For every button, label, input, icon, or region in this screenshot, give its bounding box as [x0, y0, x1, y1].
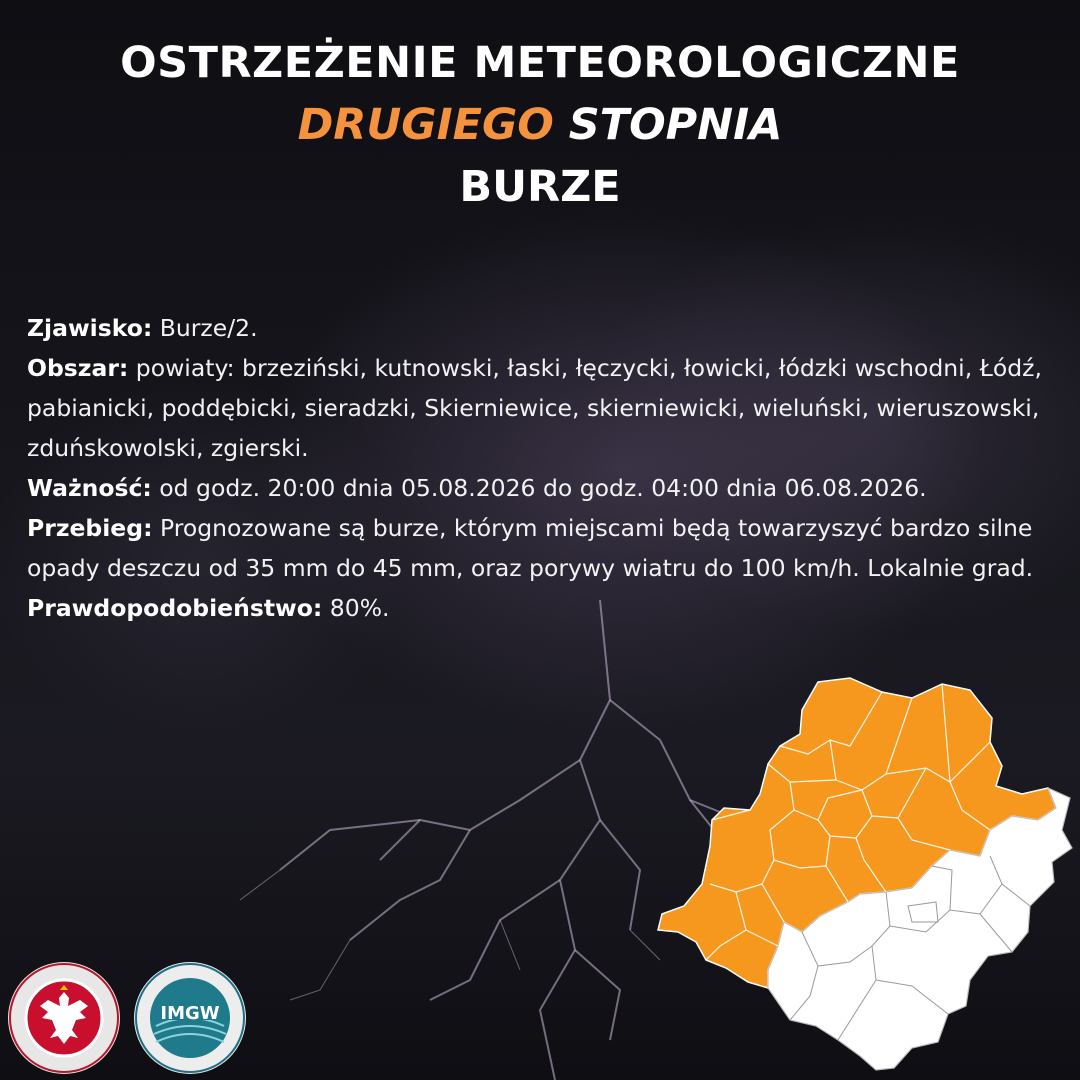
detail-obszar	[27, 348, 1057, 468]
warning-title	[0, 32, 1080, 218]
przebieg-label: Przebieg:	[27, 514, 153, 542]
prawdopodobienstwo-label: Prawdopodobieństwo:	[27, 594, 323, 622]
title-line-2	[0, 94, 1080, 156]
title-degree-word: STOPNIA	[568, 100, 783, 150]
przebieg-value: Prognozowane są burze, którym miejscami będą towarzyszyć bardzo silne opady deszczu od 35 mm do 45 mm, oraz porywy wiatru do 100 km/h. Lokalnie grad.	[27, 514, 1034, 582]
title-line-3: BURZE	[459, 162, 621, 212]
waznosc-label: Ważność:	[27, 474, 152, 502]
imgw-logo	[134, 962, 246, 1074]
waznosc-value: od godz. 20:00 dnia 05.08.2026 do godz. 04:00 dnia 06.08.2026.	[159, 474, 927, 502]
region-warning-map	[650, 670, 1080, 1080]
eagle-emblem-icon	[8, 962, 120, 1074]
title-line-1: OSTRZEŻENIE METEOROLOGICZNE	[120, 38, 960, 88]
obszar-value: powiaty: brzeziński, kutnowski, łaski, łęczycki, łowicki, łódzki wschodni, Łódź, pabianicki, poddębicki, sieradzki, Skierniewice, skierniewicki, wieluński, wieruszowski, zduńskowolski, zgierski.	[27, 354, 1042, 462]
zjawisko-label: Zjawisko:	[27, 314, 153, 342]
detail-przebieg	[27, 508, 1057, 588]
detail-zjawisko	[27, 308, 1057, 348]
zjawisko-value: Burze/2.	[159, 314, 258, 342]
imgw-emblem-icon	[134, 962, 246, 1074]
prawdopodobienstwo-value: 80%.	[329, 594, 390, 622]
title-degree-accent: DRUGIEGO	[297, 100, 554, 150]
obszar-label: Obszar:	[27, 354, 129, 382]
warning-details	[27, 308, 1057, 628]
detail-prawdopodobienstwo	[27, 588, 1057, 628]
urzad-wojewodzki-logo	[8, 962, 120, 1074]
imgw-logo-text: IMGW	[160, 1003, 220, 1024]
detail-waznosc	[27, 468, 1057, 508]
